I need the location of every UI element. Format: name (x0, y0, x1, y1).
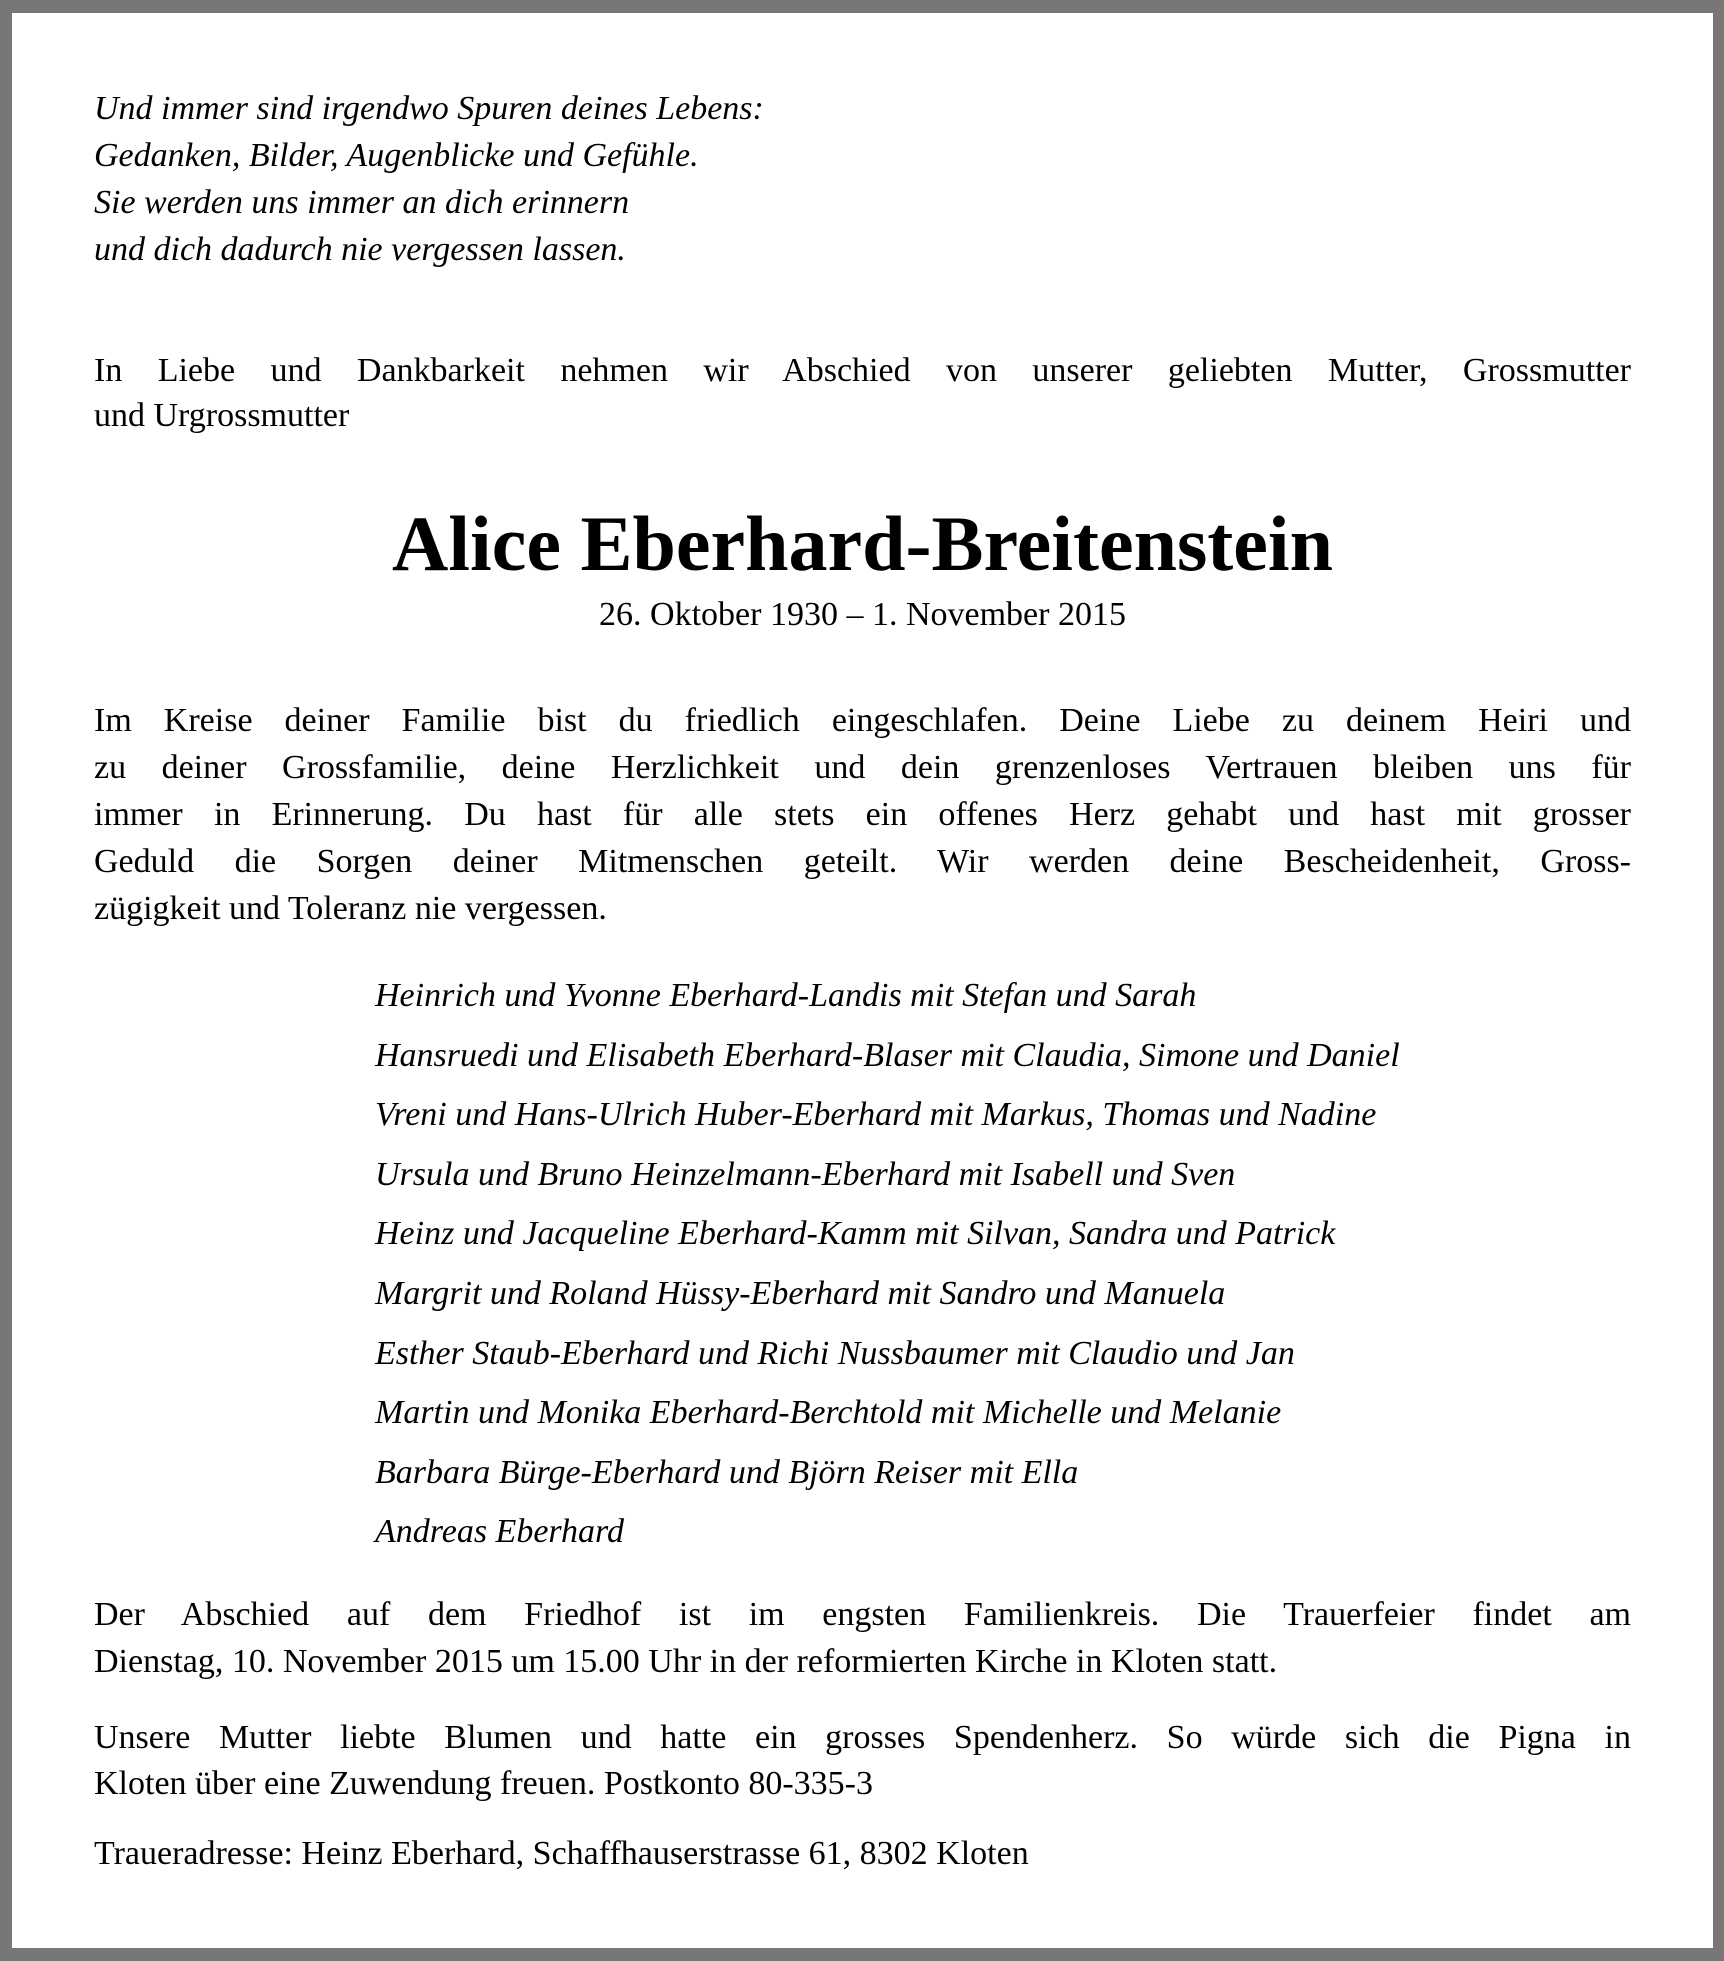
donation-line: Unsere Mutter liebte Blumen und hatte ein grosses Spendenherz. So würde sich die Pigna in (94, 1719, 1631, 1756)
ceremony-line: Dienstag, 10. November 2015 um 15.00 Uhr in der reformierten Kirche in Kloten statt. (94, 1643, 1278, 1680)
mourning-address (94, 1831, 1631, 1877)
tribute-line: Im Kreise deiner Familie bist du friedlich eingeschlafen. Deine Liebe zu deinem Heiri und (94, 702, 1631, 739)
family-member: Margrit und Roland Hüssy-Eberhard mit Sandro und Manuela (375, 1274, 1226, 1312)
family-member: Heinrich und Yvonne Eberhard-Landis mit Stefan und Sarah (375, 977, 1197, 1014)
family-member: Martin und Monika Eberhard-Berchtold mit Michelle und Melanie (375, 1394, 1282, 1432)
family-member: Vreni und Hans-Ulrich Huber-Eberhard mit Markus, Thomas und Nadine (375, 1096, 1377, 1134)
donation-line: Kloten über eine Zuwendung freuen. Postkonto 80-335-3 (94, 1765, 873, 1802)
family-member: Ursula und Bruno Heinzelmann-Eberhard mit Isabell und Sven (375, 1155, 1236, 1193)
family-member: Hansruedi und Elisabeth Eberhard-Blaser mit Claudia, Simone und Daniel (375, 1036, 1400, 1074)
donation-info (94, 1715, 1631, 1807)
obituary-page (12, 13, 1713, 1948)
family-member: Esther Staub-Eberhard und Richi Nussbaumer mit Claudio und Jan (375, 1334, 1295, 1372)
ceremony-info (94, 1591, 1631, 1685)
poem-line: Gedanken, Bilder, Augenblicke und Gefühle. (94, 137, 699, 174)
address-line: Traueradresse: Heinz Eberhard, Schaffhauserstrasse 61, 8302 Kloten (94, 1835, 1029, 1872)
tribute-text (94, 697, 1631, 932)
family-list (375, 966, 1400, 1562)
tribute-line: zu deiner Grossfamilie, deine Herzlichkeit und dein grenzenloses Vertrauen bleiben uns für (94, 749, 1631, 786)
ceremony-line: Der Abschied auf dem Friedhof ist im engsten Familienkreis. Die Trauerfeier findet am (94, 1596, 1631, 1633)
intro-line: und Urgrossmutter (94, 397, 350, 434)
poem-line: Und immer sind irgendwo Spuren deines Lebens: (94, 90, 764, 127)
poem-line: Sie werden uns immer an dich erinnern (94, 184, 630, 221)
intro-text (94, 348, 1631, 438)
poem-line: und dich dadurch nie vergessen lassen. (94, 231, 626, 268)
deceased-name: Alice Eberhard-Breitenstein (392, 500, 1333, 587)
intro-line: In Liebe und Dankbarkeit nehmen wir Abschied von unserer geliebten Mutter, Grossmutter (94, 352, 1631, 389)
tribute-line: immer in Erinnerung. Du hast für alle stets ein offenes Herz gehabt und hast mit grosser (94, 796, 1631, 833)
family-member: Heinz und Jacqueline Eberhard-Kamm mit Silvan, Sandra und Patrick (375, 1215, 1336, 1253)
family-member: Barbara Bürge-Eberhard und Björn Reiser mit Ella (375, 1453, 1079, 1491)
tribute-line: zügigkeit und Toleranz nie vergessen. (94, 890, 607, 927)
tribute-line: Geduld die Sorgen deiner Mitmenschen geteilt. Wir werden deine Bescheidenheit, Gross- (94, 843, 1631, 880)
poem (94, 85, 1631, 273)
family-member: Andreas Eberhard (375, 1513, 625, 1551)
life-dates: 26. Oktober 1930 – 1. November 2015 (599, 596, 1126, 633)
